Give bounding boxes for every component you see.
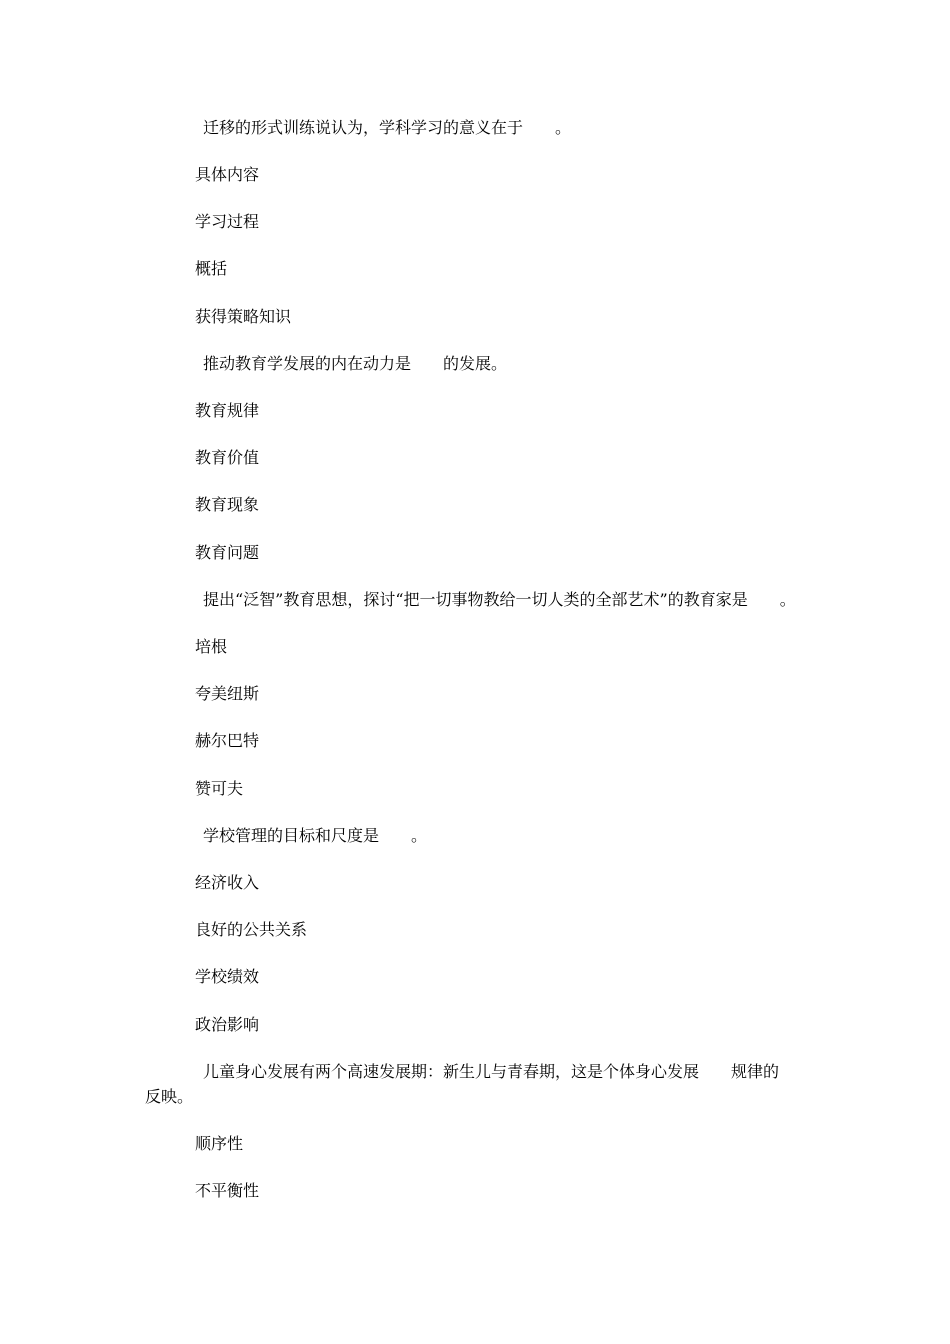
question-3-option-c: 赫尔巴特 xyxy=(195,731,260,750)
question-1-stem: 迁移的形式训练说认为，学科学习的意义在于 。 xyxy=(203,118,572,137)
question-4-option-c: 学校绩效 xyxy=(195,967,260,986)
question-4-stem: 学校管理的目标和尺度是 。 xyxy=(203,826,428,845)
question-5-stem-line-1: 儿童身心发展有两个高速发展期：新生儿与青春期，这是个体身心发展 规律的 xyxy=(203,1062,780,1081)
question-3-option-a: 培根 xyxy=(195,637,228,656)
question-5-option-a: 顺序性 xyxy=(195,1134,244,1153)
question-5-stem-line-2: 反映。 xyxy=(145,1087,194,1106)
question-2-option-b: 教育价值 xyxy=(195,448,260,467)
question-2-option-c: 教育现象 xyxy=(195,495,260,514)
question-3-option-d: 赞可夫 xyxy=(195,779,244,798)
question-1-option-b: 学习过程 xyxy=(195,212,260,231)
question-4-option-a: 经济收入 xyxy=(195,873,260,892)
question-1-option-d: 获得策略知识 xyxy=(195,307,292,326)
question-3-option-b: 夸美纽斯 xyxy=(195,684,260,703)
question-4-option-d: 政治影响 xyxy=(195,1015,260,1034)
question-2-stem: 推动教育学发展的内在动力是 的发展。 xyxy=(203,354,508,373)
question-2-option-a: 教育规律 xyxy=(195,401,260,420)
question-1-option-a: 具体内容 xyxy=(195,165,260,184)
question-4-option-b: 良好的公共关系 xyxy=(195,920,308,939)
question-3-stem: 提出“泛智”教育思想，探讨“把一切事物教给一切人类的全部艺术”的教育家是 。 xyxy=(203,590,796,609)
question-5-option-b: 不平衡性 xyxy=(195,1181,260,1200)
question-2-option-d: 教育问题 xyxy=(195,543,260,562)
question-1-option-c: 概括 xyxy=(195,259,228,278)
